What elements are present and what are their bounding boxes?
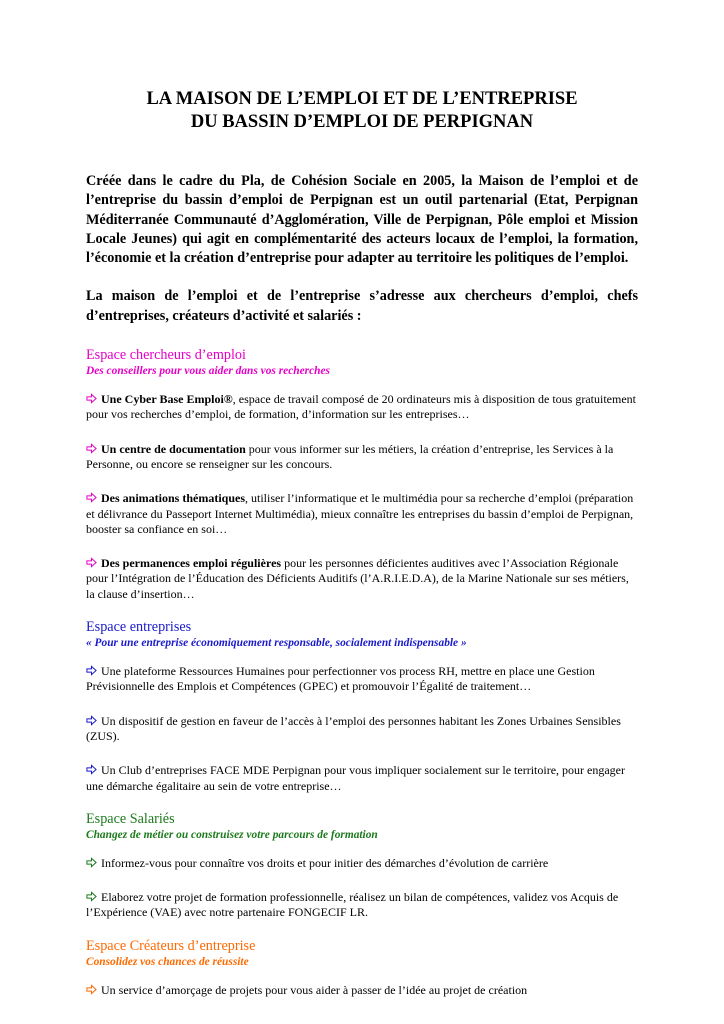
audience-paragraph: La maison de l’emploi et de l’entreprise s’adresse aux chercheurs d’emploi, chefs d’entreprises, créateurs d’activité et salariés : [86, 288, 638, 324]
arrow-right-icon [86, 557, 97, 568]
arrow-right-icon [86, 665, 97, 676]
item-bold: Une Cyber Base Emploi® [101, 392, 233, 407]
section-chercheurs [86, 347, 638, 602]
item-text: pour vous informer sur les métiers, la création d’entreprise, les Services à la Personne, ou encore se renseigner sur les concours. [86, 441, 614, 471]
intro-paragraph: Créée dans le cadre du Pla, de Cohésion Sociale en 2005, la Maison de l’emploi et de l’entreprise du bassin d’emploi de Perpignan est un outil partenarial (Etat, Perpignan Méditerranée Communauté d’Agglomération, Ville de Perpignan, Pôle emploi et Mission Locale Jeunes) qui agit en complémentarité des acteurs locaux de l’emploi, la formation, l’économie et la création d’entreprise pour adapter au territoire les politiques de l’emploi. [86, 173, 638, 267]
item-text: Un service d’amorçage de projets pour vous aider à passer de l’idée au projet de création [101, 982, 528, 997]
section-title-salaries: Espace Salariés [86, 810, 175, 827]
item-bold: Des animations thématiques [101, 491, 246, 506]
list-item [86, 714, 638, 745]
item-text: Un Club d’entreprises FACE MDE Perpignan pour vous impliquer socialement sur le territoire, pour engager une démarche égalitaire au sein de votre entreprise… [86, 763, 625, 793]
item-bold: Des permanences emploi régulières [101, 556, 282, 571]
item-text: Une plateforme Ressources Humaines pour perfectionner vos process RH, mettre en place une Gestion Prévisionnelle des Emplois et Compétences (GPEC) et promouvoir l’Égalité de traitement… [86, 664, 595, 694]
arrow-right-icon [86, 984, 97, 995]
section-title-createurs: Espace Créateurs d’entreprise [86, 937, 256, 954]
item-bold: Un centre de documentation [101, 441, 246, 456]
section-createurs [86, 938, 638, 998]
section-title-chercheurs: Espace chercheurs d’emploi [86, 347, 246, 364]
item-text: , espace de travail composé de 20 ordinateurs mis à disposition de tous gratuitement pour vos recherches d’emploi, de formation, d’information sur les entreprises… [86, 392, 636, 422]
section-entreprises [86, 619, 638, 794]
arrow-right-icon [86, 764, 97, 775]
arrow-right-icon [86, 891, 97, 902]
section-subtitle-salaries: Changez de métier ou construisez votre parcours de formation [86, 828, 378, 841]
title-line-1: LA MAISON DE L’EMPLOI ET DE L’ENTREPRISE [146, 89, 578, 109]
list-item [86, 763, 638, 794]
list-item [86, 664, 638, 695]
item-text: Informez-vous pour connaître vos droits et pour initier des démarches d’évolution de carrière [101, 855, 549, 870]
section-salaries [86, 811, 638, 921]
section-subtitle-chercheurs: Des conseillers pour vous aider dans vos recherches [86, 365, 330, 378]
arrow-right-icon [86, 857, 97, 868]
list-item [86, 983, 638, 998]
list-item [86, 556, 638, 602]
title-line-2: DU BASSIN D’EMPLOI DE PERPIGNAN [190, 112, 534, 132]
item-text: Un dispositif de gestion en faveur de l’accès à l’emploi des personnes habitant les Zones Urbaines Sensibles (ZUS). [86, 713, 621, 743]
section-title-entreprises: Espace entreprises [86, 619, 192, 636]
section-subtitle-entreprises: « Pour une entreprise économiquement responsable, socialement indispensable » [86, 637, 467, 650]
item-text: , utiliser l’informatique et le multimédia pour sa recherche d’emploi (préparation et délivrance du Passeport Internet Multimédia), mieux connaître les entreprises du bassin d’emploi de Perpignan, booster sa confiance en soi… [86, 491, 634, 536]
list-item [86, 392, 638, 423]
list-item [86, 856, 638, 871]
item-text: pour les personnes déficientes auditives avec l’Association Régionale pour l’Intégration de l’Éducation des Déficients Auditifs (l’A.R.I.E.D.A), de la Marine Nationale sur ses métiers, la clause d’insertion… [86, 556, 629, 601]
item-text: Elaborez votre projet de formation professionnelle, réalisez un bilan de compétences, validez vos Acquis de l’Expérience (VAE) avec notre partenaire FONGECIF LR. [86, 890, 619, 920]
list-item [86, 890, 638, 921]
arrow-right-icon [86, 715, 97, 726]
list-item [86, 491, 638, 537]
list-item [86, 442, 638, 473]
arrow-right-icon [86, 492, 97, 503]
arrow-right-icon [86, 393, 97, 404]
arrow-right-icon [86, 443, 97, 454]
document-title [86, 0, 638, 134]
section-subtitle-createurs: Consolidez vos chances de réussite [86, 955, 249, 968]
